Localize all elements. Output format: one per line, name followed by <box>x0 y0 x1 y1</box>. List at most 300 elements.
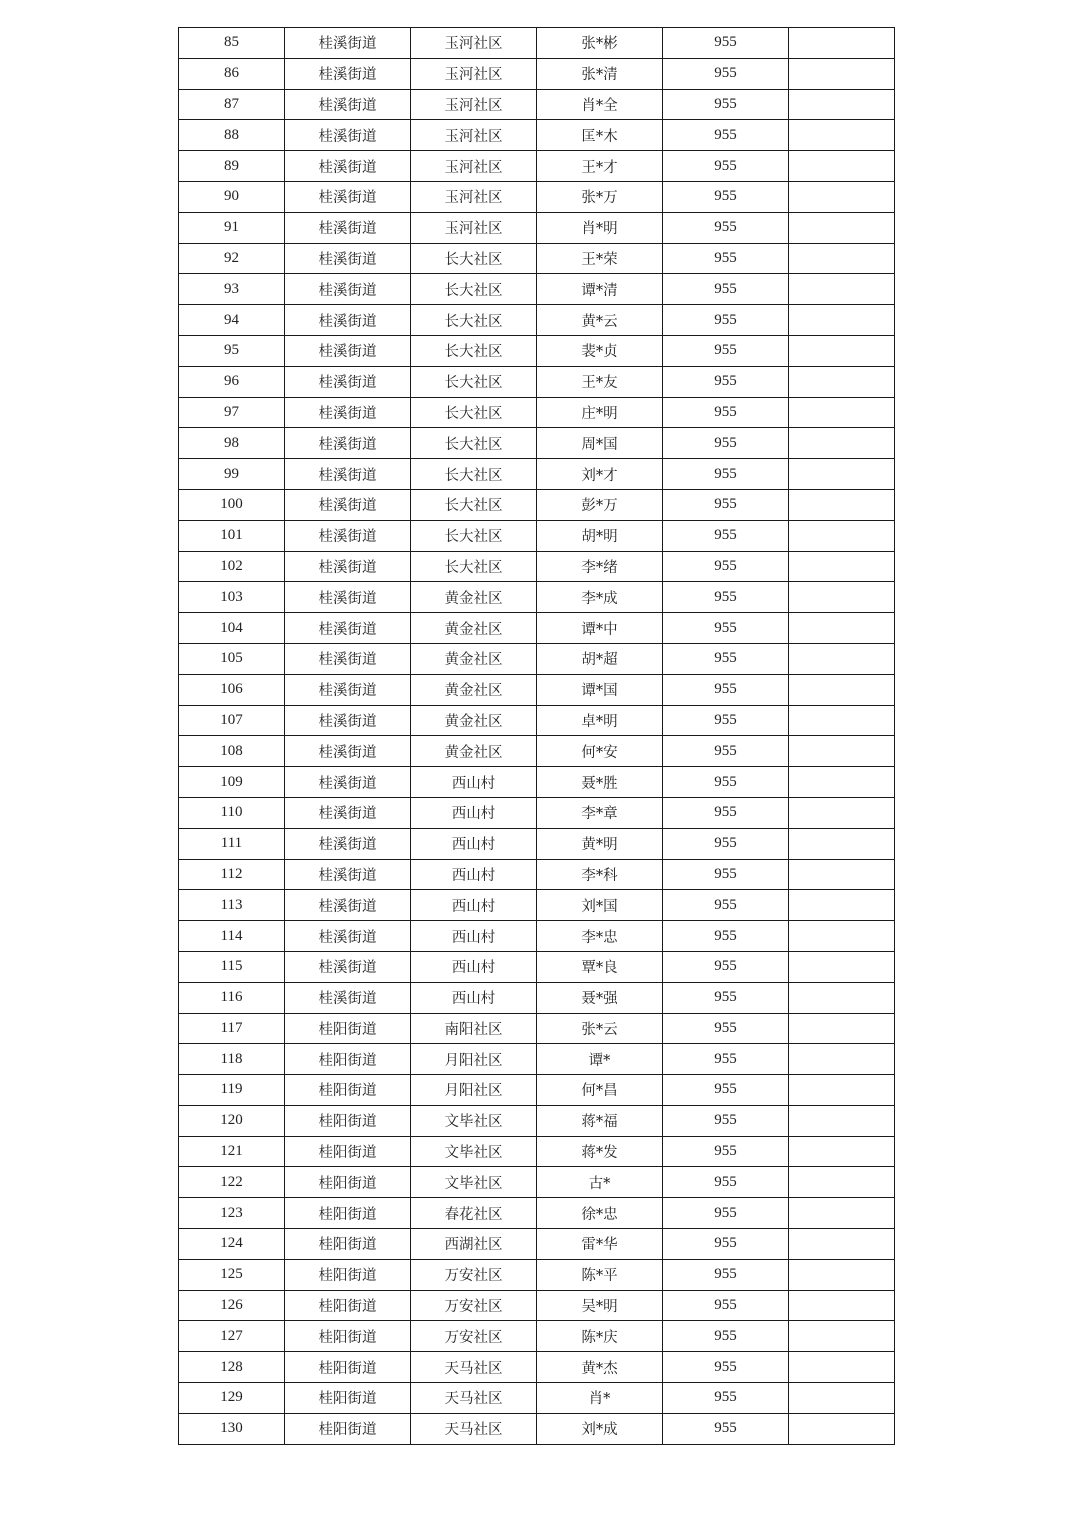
cell-serial-number: 123 <box>179 1198 285 1229</box>
cell-note <box>789 89 895 120</box>
cell-amount: 955 <box>663 1259 789 1290</box>
cell-note <box>789 428 895 459</box>
cell-street: 桂溪街道 <box>285 705 411 736</box>
cell-note <box>789 397 895 428</box>
table-row <box>179 181 895 212</box>
cell-note <box>789 859 895 890</box>
table-row <box>179 767 895 798</box>
cell-community: 长大社区 <box>411 397 537 428</box>
cell-serial-number: 121 <box>179 1136 285 1167</box>
cell-person-name: 黄*云 <box>537 305 663 336</box>
cell-serial-number: 125 <box>179 1259 285 1290</box>
table-row <box>179 613 895 644</box>
cell-street: 桂溪街道 <box>285 120 411 151</box>
table-row <box>179 859 895 890</box>
roster-body <box>179 28 895 1445</box>
table-row <box>179 582 895 613</box>
cell-serial-number: 111 <box>179 828 285 859</box>
cell-street: 桂溪街道 <box>285 366 411 397</box>
cell-serial-number: 96 <box>179 366 285 397</box>
table-row <box>179 274 895 305</box>
cell-serial-number: 94 <box>179 305 285 336</box>
cell-community: 长大社区 <box>411 428 537 459</box>
cell-note <box>789 181 895 212</box>
cell-note <box>789 674 895 705</box>
cell-amount: 955 <box>663 1413 789 1444</box>
cell-street: 桂溪街道 <box>285 181 411 212</box>
cell-person-name: 肖*明 <box>537 212 663 243</box>
cell-note <box>789 613 895 644</box>
table-row <box>179 951 895 982</box>
table-row <box>179 1413 895 1444</box>
cell-amount: 955 <box>663 643 789 674</box>
cell-serial-number: 120 <box>179 1105 285 1136</box>
cell-note <box>789 797 895 828</box>
cell-note <box>789 1383 895 1414</box>
cell-community: 玉河社区 <box>411 151 537 182</box>
cell-note <box>789 212 895 243</box>
cell-community: 黄金社区 <box>411 674 537 705</box>
cell-amount: 955 <box>663 1167 789 1198</box>
cell-person-name: 匡*木 <box>537 120 663 151</box>
cell-serial-number: 110 <box>179 797 285 828</box>
cell-amount: 955 <box>663 859 789 890</box>
cell-amount: 955 <box>663 767 789 798</box>
cell-amount: 955 <box>663 674 789 705</box>
cell-street: 桂溪街道 <box>285 274 411 305</box>
cell-street: 桂阳街道 <box>285 1105 411 1136</box>
cell-note <box>789 767 895 798</box>
table-row <box>179 1044 895 1075</box>
cell-serial-number: 105 <box>179 643 285 674</box>
cell-street: 桂阳街道 <box>285 1383 411 1414</box>
table-row <box>179 335 895 366</box>
cell-street: 桂溪街道 <box>285 520 411 551</box>
cell-community: 西山村 <box>411 982 537 1013</box>
cell-street: 桂溪街道 <box>285 151 411 182</box>
cell-street: 桂阳街道 <box>285 1044 411 1075</box>
table-row <box>179 1229 895 1260</box>
cell-serial-number: 118 <box>179 1044 285 1075</box>
cell-serial-number: 115 <box>179 951 285 982</box>
cell-person-name: 肖* <box>537 1383 663 1414</box>
cell-serial-number: 92 <box>179 243 285 274</box>
table-row <box>179 1198 895 1229</box>
cell-street: 桂阳街道 <box>285 1321 411 1352</box>
cell-community: 玉河社区 <box>411 181 537 212</box>
cell-amount: 955 <box>663 89 789 120</box>
cell-amount: 955 <box>663 551 789 582</box>
cell-community: 长大社区 <box>411 489 537 520</box>
cell-serial-number: 114 <box>179 921 285 952</box>
cell-street: 桂溪街道 <box>285 489 411 520</box>
cell-community: 文毕社区 <box>411 1105 537 1136</box>
cell-amount: 955 <box>663 613 789 644</box>
cell-community: 黄金社区 <box>411 736 537 767</box>
cell-community: 西山村 <box>411 859 537 890</box>
cell-person-name: 周*国 <box>537 428 663 459</box>
cell-community: 西湖社区 <box>411 1229 537 1260</box>
cell-person-name: 王*荣 <box>537 243 663 274</box>
cell-serial-number: 93 <box>179 274 285 305</box>
cell-amount: 955 <box>663 181 789 212</box>
cell-person-name: 庄*明 <box>537 397 663 428</box>
cell-street: 桂溪街道 <box>285 397 411 428</box>
cell-note <box>789 489 895 520</box>
roster-table <box>178 27 895 1445</box>
cell-person-name: 张*彬 <box>537 28 663 59</box>
cell-street: 桂溪街道 <box>285 243 411 274</box>
cell-serial-number: 99 <box>179 459 285 490</box>
cell-community: 长大社区 <box>411 305 537 336</box>
cell-street: 桂阳街道 <box>285 1229 411 1260</box>
cell-amount: 955 <box>663 1383 789 1414</box>
cell-note <box>789 1321 895 1352</box>
cell-serial-number: 85 <box>179 28 285 59</box>
cell-street: 桂溪街道 <box>285 212 411 243</box>
cell-person-name: 张*万 <box>537 181 663 212</box>
cell-community: 月阳社区 <box>411 1075 537 1106</box>
cell-amount: 955 <box>663 951 789 982</box>
cell-serial-number: 98 <box>179 428 285 459</box>
cell-street: 桂溪街道 <box>285 828 411 859</box>
cell-amount: 955 <box>663 1321 789 1352</box>
cell-amount: 955 <box>663 1198 789 1229</box>
cell-serial-number: 95 <box>179 335 285 366</box>
cell-community: 玉河社区 <box>411 120 537 151</box>
cell-community: 文毕社区 <box>411 1136 537 1167</box>
cell-person-name: 吴*明 <box>537 1290 663 1321</box>
cell-note <box>789 366 895 397</box>
cell-community: 万安社区 <box>411 1321 537 1352</box>
cell-street: 桂溪街道 <box>285 582 411 613</box>
table-row <box>179 1013 895 1044</box>
cell-community: 南阳社区 <box>411 1013 537 1044</box>
cell-street: 桂溪街道 <box>285 335 411 366</box>
cell-amount: 955 <box>663 58 789 89</box>
cell-person-name: 刘*成 <box>537 1413 663 1444</box>
cell-note <box>789 705 895 736</box>
cell-street: 桂阳街道 <box>285 1290 411 1321</box>
cell-amount: 955 <box>663 1013 789 1044</box>
cell-community: 黄金社区 <box>411 613 537 644</box>
table-row <box>179 982 895 1013</box>
cell-street: 桂溪街道 <box>285 459 411 490</box>
cell-note <box>789 736 895 767</box>
cell-person-name: 黄*杰 <box>537 1352 663 1383</box>
cell-person-name: 王*友 <box>537 366 663 397</box>
cell-serial-number: 116 <box>179 982 285 1013</box>
cell-person-name: 彭*万 <box>537 489 663 520</box>
cell-person-name: 谭*国 <box>537 674 663 705</box>
table-row <box>179 1352 895 1383</box>
cell-note <box>789 120 895 151</box>
cell-serial-number: 108 <box>179 736 285 767</box>
cell-serial-number: 113 <box>179 890 285 921</box>
cell-community: 玉河社区 <box>411 58 537 89</box>
cell-street: 桂溪街道 <box>285 551 411 582</box>
cell-person-name: 聂*胜 <box>537 767 663 798</box>
cell-street: 桂溪街道 <box>285 797 411 828</box>
cell-street: 桂阳街道 <box>285 1413 411 1444</box>
cell-serial-number: 130 <box>179 1413 285 1444</box>
table-row <box>179 489 895 520</box>
cell-amount: 955 <box>663 335 789 366</box>
cell-street: 桂溪街道 <box>285 921 411 952</box>
cell-community: 玉河社区 <box>411 212 537 243</box>
cell-community: 春花社区 <box>411 1198 537 1229</box>
cell-community: 黄金社区 <box>411 705 537 736</box>
cell-note <box>789 28 895 59</box>
cell-street: 桂阳街道 <box>285 1013 411 1044</box>
cell-street: 桂溪街道 <box>285 643 411 674</box>
cell-note <box>789 828 895 859</box>
table-row <box>179 1136 895 1167</box>
cell-note <box>789 951 895 982</box>
cell-note <box>789 890 895 921</box>
cell-community: 玉河社区 <box>411 89 537 120</box>
cell-serial-number: 127 <box>179 1321 285 1352</box>
cell-note <box>789 520 895 551</box>
cell-community: 西山村 <box>411 828 537 859</box>
cell-note <box>789 459 895 490</box>
cell-serial-number: 101 <box>179 520 285 551</box>
cell-street: 桂溪街道 <box>285 613 411 644</box>
table-row <box>179 643 895 674</box>
cell-community: 西山村 <box>411 951 537 982</box>
cell-amount: 955 <box>663 151 789 182</box>
table-row <box>179 1105 895 1136</box>
cell-community: 长大社区 <box>411 335 537 366</box>
cell-amount: 955 <box>663 489 789 520</box>
cell-note <box>789 1105 895 1136</box>
cell-amount: 955 <box>663 1105 789 1136</box>
cell-street: 桂阳街道 <box>285 1167 411 1198</box>
table-row <box>179 459 895 490</box>
cell-person-name: 黄*明 <box>537 828 663 859</box>
table-row <box>179 397 895 428</box>
cell-amount: 955 <box>663 890 789 921</box>
cell-person-name: 陈*平 <box>537 1259 663 1290</box>
cell-note <box>789 1290 895 1321</box>
cell-amount: 955 <box>663 212 789 243</box>
cell-serial-number: 104 <box>179 613 285 644</box>
cell-amount: 955 <box>663 736 789 767</box>
table-row <box>179 1167 895 1198</box>
cell-street: 桂溪街道 <box>285 58 411 89</box>
cell-street: 桂溪街道 <box>285 767 411 798</box>
cell-street: 桂阳街道 <box>285 1075 411 1106</box>
cell-serial-number: 126 <box>179 1290 285 1321</box>
cell-amount: 955 <box>663 828 789 859</box>
table-row <box>179 797 895 828</box>
cell-street: 桂溪街道 <box>285 89 411 120</box>
table-row <box>179 428 895 459</box>
cell-person-name: 张*云 <box>537 1013 663 1044</box>
cell-serial-number: 128 <box>179 1352 285 1383</box>
cell-community: 西山村 <box>411 797 537 828</box>
cell-street: 桂阳街道 <box>285 1259 411 1290</box>
cell-note <box>789 1013 895 1044</box>
cell-note <box>789 1136 895 1167</box>
cell-person-name: 聂*强 <box>537 982 663 1013</box>
cell-serial-number: 106 <box>179 674 285 705</box>
table-row <box>179 28 895 59</box>
cell-amount: 955 <box>663 366 789 397</box>
cell-serial-number: 122 <box>179 1167 285 1198</box>
cell-community: 长大社区 <box>411 274 537 305</box>
cell-person-name: 胡*超 <box>537 643 663 674</box>
cell-community: 万安社区 <box>411 1259 537 1290</box>
cell-community: 西山村 <box>411 921 537 952</box>
table-row <box>179 705 895 736</box>
cell-community: 长大社区 <box>411 459 537 490</box>
cell-amount: 955 <box>663 120 789 151</box>
cell-note <box>789 1044 895 1075</box>
cell-note <box>789 643 895 674</box>
cell-community: 长大社区 <box>411 520 537 551</box>
cell-serial-number: 90 <box>179 181 285 212</box>
cell-serial-number: 112 <box>179 859 285 890</box>
cell-serial-number: 87 <box>179 89 285 120</box>
cell-person-name: 何*安 <box>537 736 663 767</box>
cell-amount: 955 <box>663 274 789 305</box>
cell-amount: 955 <box>663 520 789 551</box>
cell-street: 桂溪街道 <box>285 736 411 767</box>
cell-amount: 955 <box>663 921 789 952</box>
cell-street: 桂溪街道 <box>285 951 411 982</box>
cell-note <box>789 1075 895 1106</box>
table-row <box>179 120 895 151</box>
table-row <box>179 58 895 89</box>
cell-community: 黄金社区 <box>411 582 537 613</box>
table-row <box>179 1075 895 1106</box>
table-row <box>179 305 895 336</box>
cell-serial-number: 97 <box>179 397 285 428</box>
cell-community: 万安社区 <box>411 1290 537 1321</box>
cell-community: 玉河社区 <box>411 28 537 59</box>
table-row <box>179 212 895 243</box>
cell-community: 天马社区 <box>411 1413 537 1444</box>
cell-community: 长大社区 <box>411 551 537 582</box>
cell-person-name: 刘*国 <box>537 890 663 921</box>
cell-street: 桂溪街道 <box>285 305 411 336</box>
table-row <box>179 366 895 397</box>
cell-person-name: 覃*良 <box>537 951 663 982</box>
cell-note <box>789 1352 895 1383</box>
table-row <box>179 828 895 859</box>
cell-street: 桂阳街道 <box>285 1136 411 1167</box>
cell-street: 桂溪街道 <box>285 28 411 59</box>
table-row <box>179 1383 895 1414</box>
cell-community: 文毕社区 <box>411 1167 537 1198</box>
cell-community: 长大社区 <box>411 243 537 274</box>
table-row <box>179 1290 895 1321</box>
cell-note <box>789 305 895 336</box>
cell-amount: 955 <box>663 705 789 736</box>
cell-street: 桂溪街道 <box>285 982 411 1013</box>
cell-serial-number: 129 <box>179 1383 285 1414</box>
cell-person-name: 蒋*福 <box>537 1105 663 1136</box>
cell-person-name: 裴*贞 <box>537 335 663 366</box>
cell-note <box>789 335 895 366</box>
cell-amount: 955 <box>663 397 789 428</box>
cell-note <box>789 58 895 89</box>
cell-amount: 955 <box>663 1044 789 1075</box>
cell-amount: 955 <box>663 797 789 828</box>
cell-person-name: 雷*华 <box>537 1229 663 1260</box>
cell-serial-number: 100 <box>179 489 285 520</box>
cell-street: 桂溪街道 <box>285 674 411 705</box>
table-row <box>179 520 895 551</box>
cell-serial-number: 86 <box>179 58 285 89</box>
cell-person-name: 徐*忠 <box>537 1198 663 1229</box>
cell-person-name: 王*才 <box>537 151 663 182</box>
table-row <box>179 736 895 767</box>
cell-street: 桂阳街道 <box>285 1198 411 1229</box>
cell-note <box>789 274 895 305</box>
cell-community: 西山村 <box>411 890 537 921</box>
cell-amount: 955 <box>663 582 789 613</box>
table-row <box>179 551 895 582</box>
cell-person-name: 李*章 <box>537 797 663 828</box>
cell-note <box>789 1259 895 1290</box>
table-row <box>179 890 895 921</box>
cell-serial-number: 119 <box>179 1075 285 1106</box>
cell-person-name: 李*成 <box>537 582 663 613</box>
cell-note <box>789 243 895 274</box>
table-row <box>179 243 895 274</box>
cell-amount: 955 <box>663 243 789 274</box>
table-row <box>179 921 895 952</box>
cell-serial-number: 109 <box>179 767 285 798</box>
cell-person-name: 肖*全 <box>537 89 663 120</box>
cell-person-name: 何*昌 <box>537 1075 663 1106</box>
table-row <box>179 1259 895 1290</box>
cell-person-name: 刘*才 <box>537 459 663 490</box>
cell-amount: 955 <box>663 982 789 1013</box>
cell-street: 桂阳街道 <box>285 1352 411 1383</box>
cell-note <box>789 1413 895 1444</box>
cell-community: 月阳社区 <box>411 1044 537 1075</box>
cell-person-name: 李*绪 <box>537 551 663 582</box>
cell-amount: 955 <box>663 28 789 59</box>
table-row <box>179 1321 895 1352</box>
cell-person-name: 卓*明 <box>537 705 663 736</box>
cell-amount: 955 <box>663 1136 789 1167</box>
cell-community: 天马社区 <box>411 1352 537 1383</box>
cell-amount: 955 <box>663 1229 789 1260</box>
cell-person-name: 古* <box>537 1167 663 1198</box>
cell-person-name: 谭*中 <box>537 613 663 644</box>
cell-serial-number: 117 <box>179 1013 285 1044</box>
cell-amount: 955 <box>663 459 789 490</box>
cell-serial-number: 91 <box>179 212 285 243</box>
cell-note <box>789 551 895 582</box>
cell-serial-number: 89 <box>179 151 285 182</box>
cell-amount: 955 <box>663 1352 789 1383</box>
cell-amount: 955 <box>663 305 789 336</box>
cell-person-name: 陈*庆 <box>537 1321 663 1352</box>
table-row <box>179 151 895 182</box>
cell-community: 长大社区 <box>411 366 537 397</box>
cell-street: 桂溪街道 <box>285 428 411 459</box>
cell-person-name: 谭* <box>537 1044 663 1075</box>
cell-person-name: 李*忠 <box>537 921 663 952</box>
table-row <box>179 674 895 705</box>
cell-street: 桂溪街道 <box>285 890 411 921</box>
table-row <box>179 89 895 120</box>
